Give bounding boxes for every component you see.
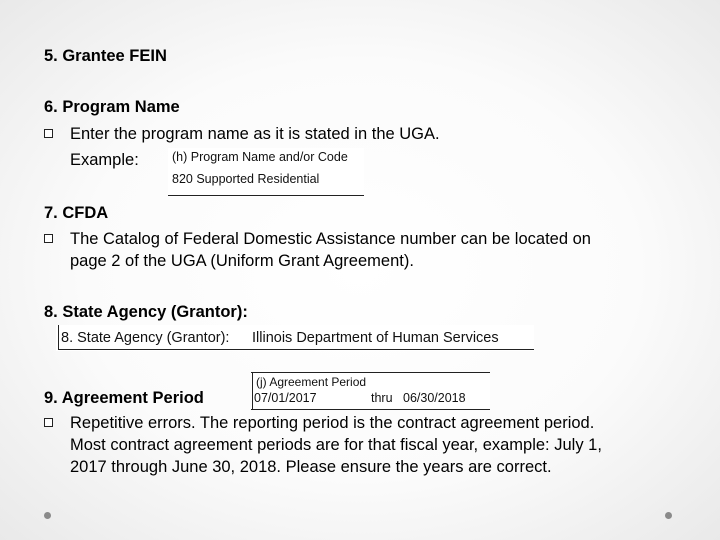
field-top-border bbox=[251, 372, 490, 373]
heading-agreement-period: 9. Agreement Period bbox=[44, 389, 204, 407]
checkbox-bullet-icon bbox=[44, 234, 53, 243]
state-agency-field-label: 8. State Agency (Grantor): bbox=[61, 330, 230, 346]
agreement-period-note-line3: 2017 through June 30, 2018. Please ensure the years are correct. bbox=[70, 458, 552, 476]
decorative-dot-left bbox=[44, 512, 51, 519]
agreement-period-note-line1: Repetitive errors. The reporting period is the contract agreement period. bbox=[70, 414, 595, 432]
program-name-example-image bbox=[168, 148, 364, 197]
field-underline bbox=[168, 195, 364, 196]
state-agency-example-image bbox=[56, 325, 534, 351]
program-name-instruction: Enter the program name as it is stated in the UGA. bbox=[70, 125, 440, 143]
field-underline bbox=[58, 349, 534, 350]
agreement-period-note-line2: Most contract agreement periods are for that fiscal year, example: July 1, bbox=[70, 436, 602, 454]
decorative-dot-right bbox=[665, 512, 672, 519]
checkbox-bullet-icon bbox=[44, 418, 53, 427]
agreement-thru-label: thru bbox=[371, 391, 393, 405]
field-left-border bbox=[58, 325, 59, 349]
heading-cfda: 7. CFDA bbox=[44, 204, 109, 222]
heading-state-agency: 8. State Agency (Grantor): bbox=[44, 303, 248, 321]
field-left-border bbox=[252, 372, 253, 410]
agreement-period-field-label: (j) Agreement Period bbox=[256, 375, 367, 389]
cfda-instruction-line1: The Catalog of Federal Domestic Assistance number can be located on bbox=[70, 230, 591, 248]
state-agency-field-value: Illinois Department of Human Services bbox=[252, 330, 499, 346]
example-label: Example: bbox=[70, 151, 139, 169]
program-name-field-label: (h) Program Name and/or Code bbox=[172, 150, 348, 164]
checkbox-bullet-icon bbox=[44, 129, 53, 138]
heading-grantee-fein: 5. Grantee FEIN bbox=[44, 47, 167, 65]
agreement-start-date: 07/01/2017 bbox=[254, 391, 317, 405]
field-underline bbox=[251, 409, 490, 410]
program-name-field-value: 820 Supported Residential bbox=[172, 172, 320, 186]
agreement-end-date: 06/30/2018 bbox=[403, 391, 466, 405]
agreement-period-example-image bbox=[251, 372, 490, 410]
cfda-instruction-line2: page 2 of the UGA (Uniform Grant Agreement). bbox=[70, 252, 414, 270]
heading-program-name: 6. Program Name bbox=[44, 98, 180, 116]
